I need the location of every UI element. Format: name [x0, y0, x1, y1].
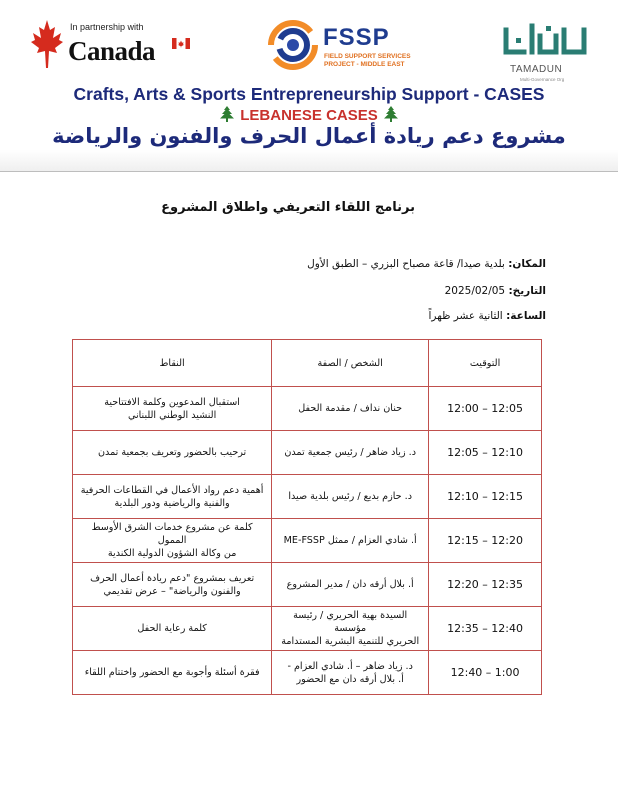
- header-person: الشخص / الصفة: [272, 340, 429, 387]
- points-line: فقرة أسئلة وأجوبة مع الحضور واختتام اللقاء: [84, 667, 260, 678]
- place-line: [166, 258, 546, 270]
- table-row: [73, 563, 542, 607]
- partnership-text: In partnership with: [70, 22, 144, 32]
- table-row: [73, 387, 542, 431]
- fssp-subtitle-line-1: FIELD SUPPORT SERVICES: [324, 53, 411, 60]
- person-cell: [272, 607, 429, 651]
- points-cell: [73, 387, 272, 431]
- person-cell: [272, 563, 429, 607]
- person-cell: [272, 431, 429, 475]
- time-line: [166, 310, 546, 322]
- person-line: حنان نداف / مقدمة الحفل: [298, 403, 403, 414]
- time-cell: [429, 519, 542, 563]
- cedar-icon: [384, 106, 398, 122]
- points-cell: [73, 431, 272, 475]
- points-line: تعريف بمشروع "دعم ريادة أعمال الحرف: [90, 572, 255, 584]
- time-value: 12:15 – 12:20: [447, 533, 524, 547]
- person-line: د. زياد ضاهر – أ. شادي العزام -: [287, 660, 413, 672]
- person-line: الحريري للتنمية البشرية المستدامة: [281, 636, 420, 647]
- table-row: [73, 475, 542, 519]
- points-line: النشيد الوطني اللبناني: [127, 409, 217, 421]
- points-cell: [73, 475, 272, 519]
- schedule-table: [72, 339, 542, 695]
- table-row: [73, 651, 542, 695]
- time-cell: [429, 651, 542, 695]
- person-cell: [272, 651, 429, 695]
- place-label: المكان:: [508, 258, 546, 270]
- canada-flag-icon: [172, 38, 190, 49]
- points-line: والفنية والرياضية ودور البلدية: [114, 497, 230, 509]
- points-line: كلمة رعاية الحفل: [137, 623, 207, 634]
- lebanese-cases-line: [0, 106, 618, 124]
- date-label: التاريخ:: [508, 285, 546, 297]
- person-line: أ. بلال أرقه دان / مدير المشروع: [286, 579, 414, 590]
- header-points: النقاط: [73, 340, 272, 387]
- canada-logo: [30, 18, 190, 70]
- table-row: [73, 519, 542, 563]
- points-line: أهمية دعم رواد الأعمال في القطاعات الحرفية: [80, 484, 264, 496]
- points-line: ترحيب بالحضور وتعريف بجمعية تمدن: [97, 447, 247, 458]
- person-cell: [272, 519, 429, 563]
- time-cell: [429, 607, 542, 651]
- date-line: [166, 285, 546, 297]
- table-header-row: [73, 340, 542, 387]
- fssp-emblem-icon: [268, 20, 318, 70]
- points-line: والفنون والرياضة" – عرض تقديمي: [103, 585, 241, 597]
- person-cell: [272, 387, 429, 431]
- person-line: د. حازم بديع / رئيس بلدية صيدا: [288, 491, 412, 502]
- person-cell: [272, 475, 429, 519]
- time-label: الساعة:: [506, 310, 546, 322]
- header-band: [0, 150, 618, 172]
- fssp-subtitle: [324, 53, 411, 69]
- time-cell: [429, 387, 542, 431]
- points-line: من وكالة الشؤون الدولية الكندية: [107, 548, 237, 559]
- fssp-logo: [268, 20, 418, 76]
- person-line: أ. بلال أرقه دان مع الحضور: [296, 673, 404, 685]
- points-cell: [73, 607, 272, 651]
- tamadun-wordmark: TAMADUN: [510, 64, 563, 75]
- time-cell: [429, 431, 542, 475]
- time-value: 12:00 – 12:05: [447, 401, 524, 415]
- fssp-subtitle-line-2: PROJECT - MIDDLE EAST: [324, 61, 405, 68]
- points-cell: [73, 651, 272, 695]
- points-cell: [73, 563, 272, 607]
- time-value: 12:20 – 12:35: [447, 577, 524, 591]
- tamadun-tagline: Multi-Governance Org: [520, 77, 565, 82]
- cedar-icon: [220, 106, 234, 122]
- project-title-arabic: مشروع دعم ريادة أعمال الحرف والفنون والرياضة: [52, 124, 566, 148]
- page-header: [0, 0, 618, 170]
- tamadun-mark-icon: [502, 22, 588, 58]
- time-value: الثانية عشر ظهراً: [428, 310, 507, 322]
- document-title: برنامج اللقاء التعريفي واطلاق المشروع: [161, 200, 415, 215]
- points-line: كلمة عن مشروع خدمات الشرق الأوسط الممول: [91, 522, 253, 546]
- person-line: أ. شادي العزام / ممثل ME-FSSP: [283, 535, 417, 546]
- points-line: استقبال المدعوين وكلمة الافتتاحية: [104, 396, 240, 408]
- lebanese-cases-text: LEBANESE CASES: [240, 107, 378, 124]
- time-value: 12:05 – 12:10: [447, 445, 524, 459]
- maple-leaf-icon: [30, 18, 64, 70]
- project-title-english: Crafts, Arts & Sports Entrepreneurship Support - CASES: [73, 84, 545, 104]
- header-divider: [0, 171, 618, 172]
- canada-wordmark: Canada: [68, 36, 156, 66]
- time-cell: [429, 563, 542, 607]
- table-row: [73, 607, 542, 651]
- time-cell: [429, 475, 542, 519]
- table-row: [73, 431, 542, 475]
- points-cell: [73, 519, 272, 563]
- time-value: 12:10 – 12:15: [447, 489, 524, 503]
- person-line: السيدة بهية الحريري / رئيسة مؤسسة: [293, 610, 408, 634]
- date-value: 2025/02/05: [444, 285, 509, 297]
- tamadun-logo: [500, 22, 592, 88]
- fssp-wordmark: FSSP: [323, 24, 390, 51]
- person-line: د. زياد ضاهر / رئيس جمعية تمدن: [284, 447, 416, 458]
- time-value: 12:40 – 1:00: [450, 665, 520, 679]
- time-value: 12:35 – 12:40: [447, 621, 524, 635]
- place-value: بلدية صيدا/ قاعة مصباح البزري – الطبق الأول: [307, 258, 509, 270]
- header-time: التوقيت: [429, 340, 542, 387]
